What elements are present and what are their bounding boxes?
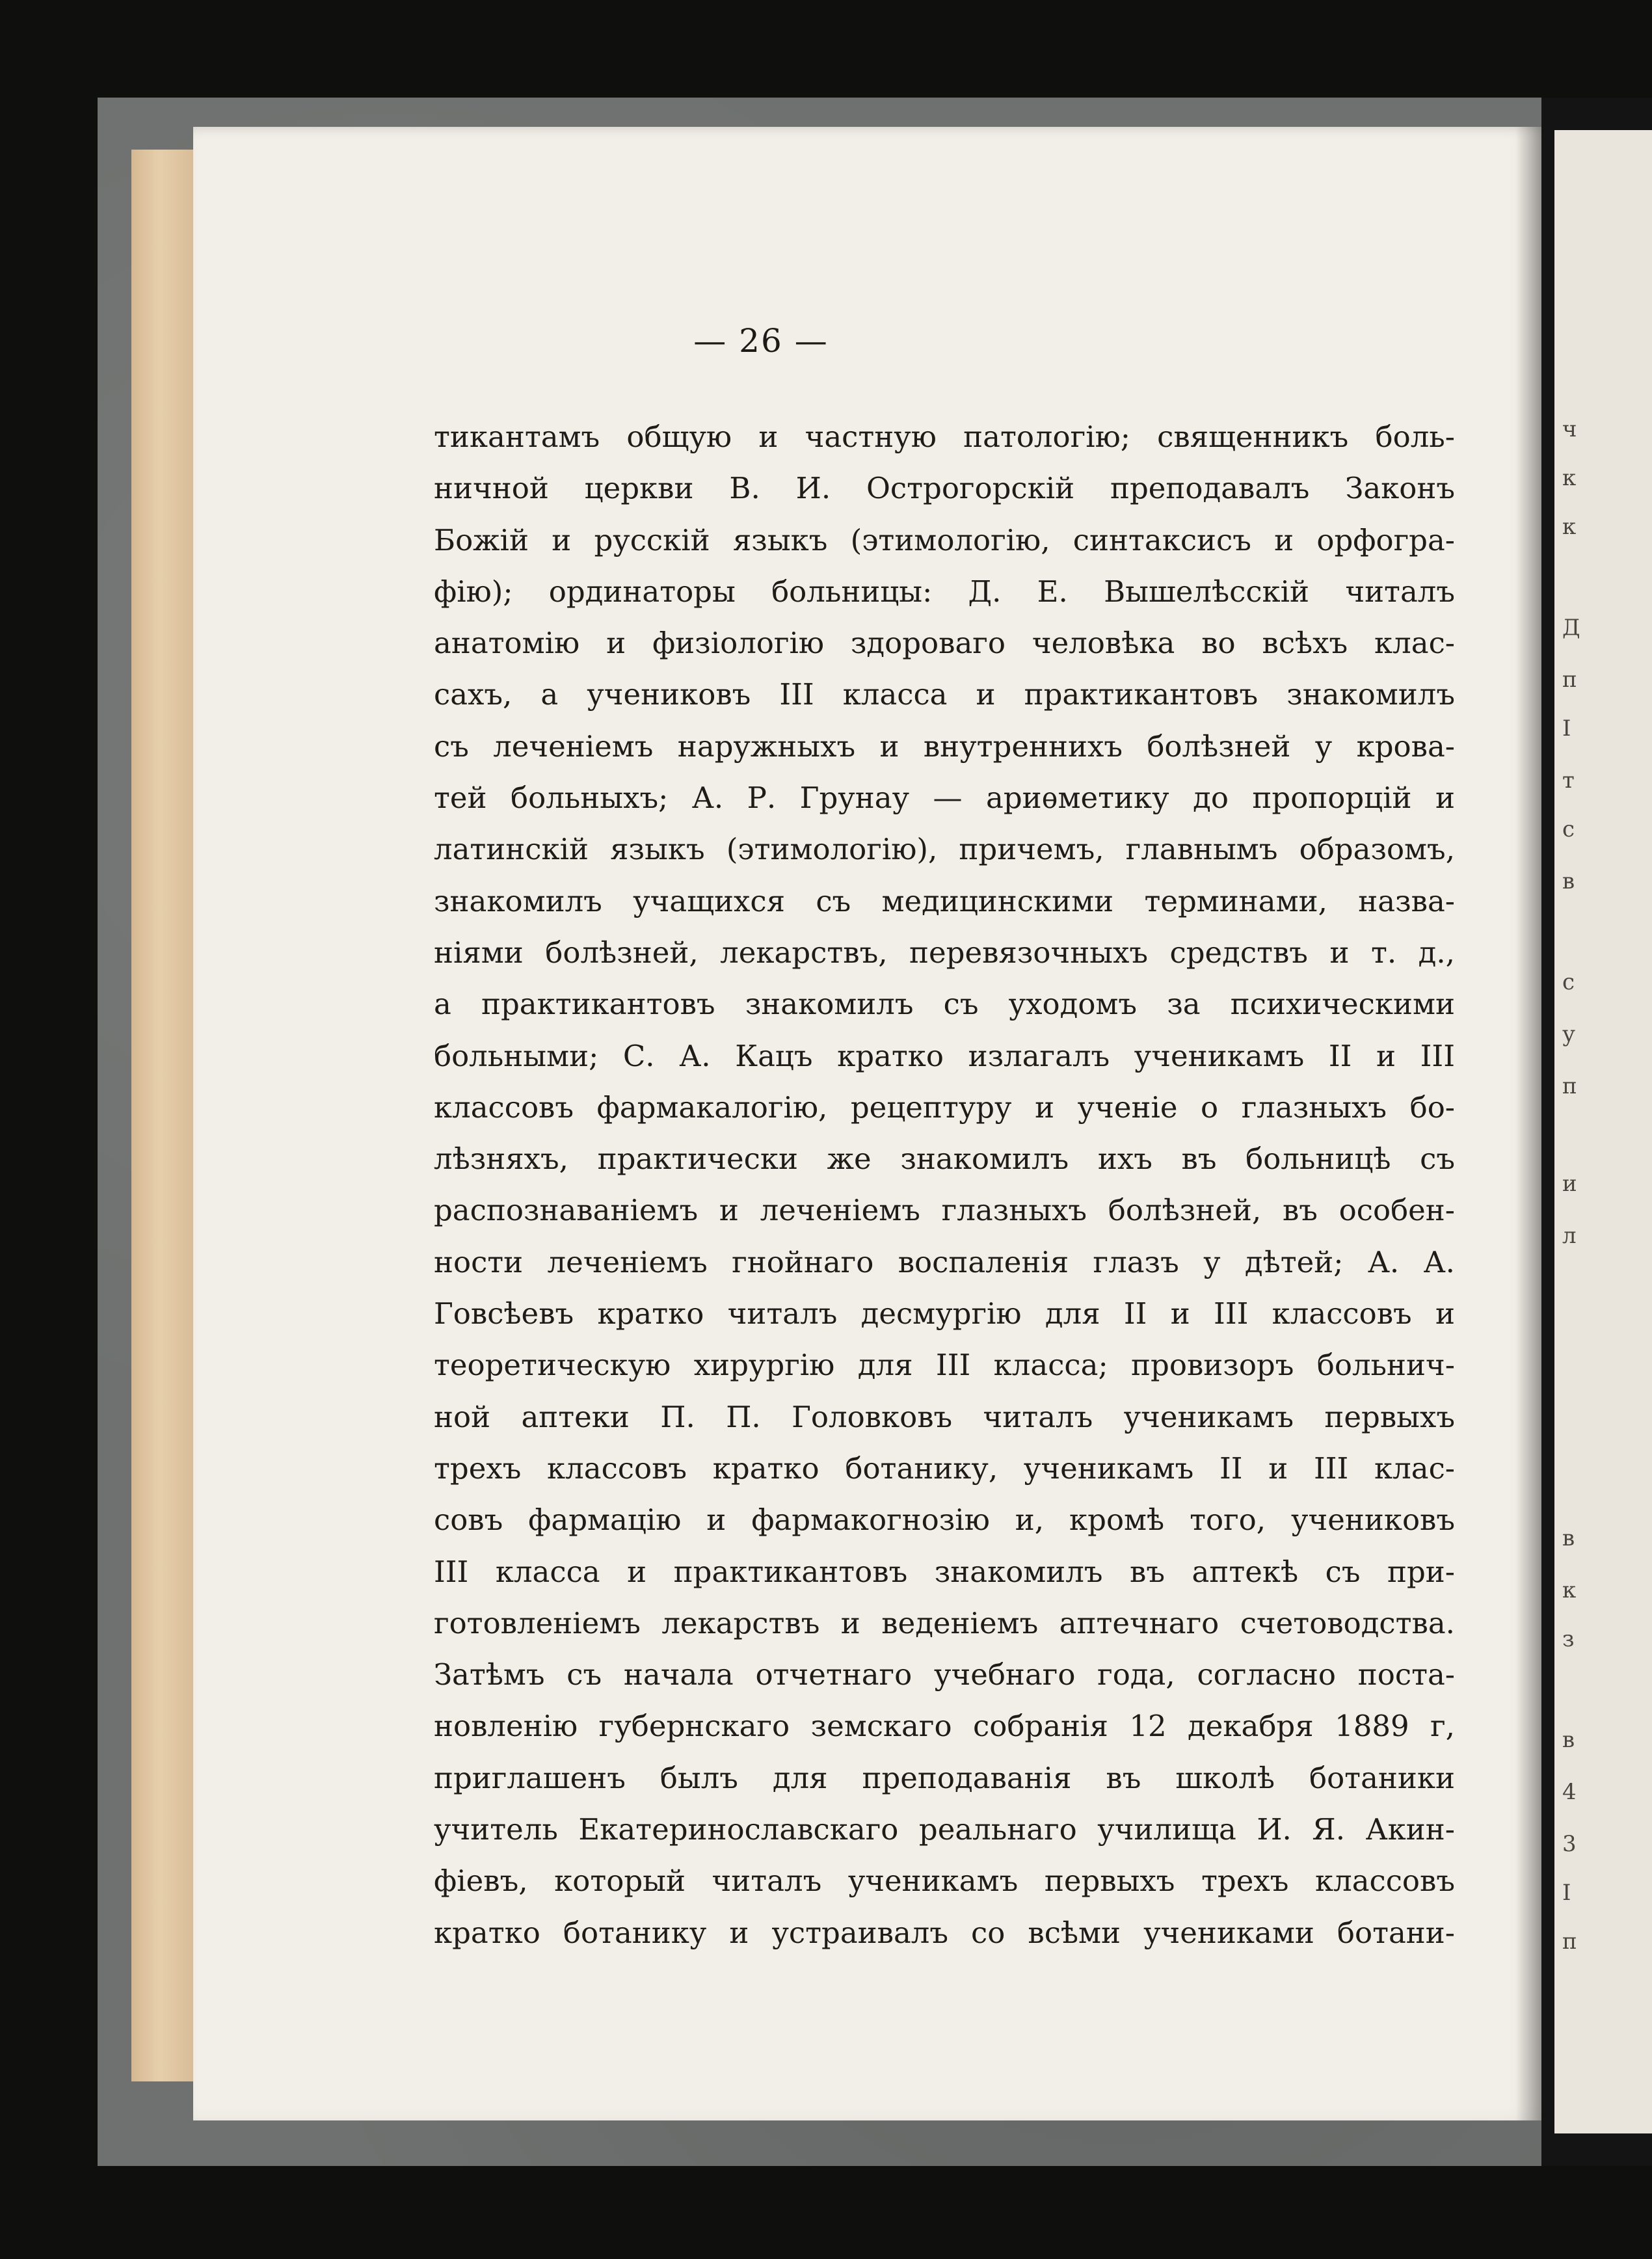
text-line: новленію губернскаго земскаго собранія 12 декабря 1889 г, <box>434 1709 1455 1744</box>
adjacent-page-letter: и <box>1562 1171 1577 1197</box>
text-line: классовъ фармакалогію, рецептуру и ученіе о глазныхъ бо- <box>434 1089 1455 1125</box>
text-line: тей больныхъ; А. Р. Грунау — ариѳметику до пропорцій и <box>434 781 1455 816</box>
text-line: приглашенъ былъ для преподаванія въ школѣ ботаники <box>434 1760 1455 1795</box>
text-line: анатомію и физіологію здороваго человѣка во всѣхъ клас- <box>434 626 1455 661</box>
text-line: тикантамъ общую и частную патологію; священникъ боль- <box>434 420 1455 454</box>
text-line: а практикантовъ знакомилъ съ уходомъ за психическими <box>434 987 1455 1022</box>
text-line: ничной церкви В. И. Острогорскій преподавалъ Законъ <box>434 471 1455 506</box>
adjacent-page-letter: у <box>1562 1021 1576 1047</box>
text-line: III класса и практикантовъ знакомилъ въ аптекѣ съ при- <box>434 1554 1455 1589</box>
text-line: Говсѣевъ кратко читалъ десмургію для II и III классовъ и <box>434 1296 1455 1331</box>
adjacent-page-letter: п <box>1562 667 1577 693</box>
adjacent-page-letter: с <box>1562 816 1575 842</box>
page-gutter-shadow <box>1515 127 1541 2120</box>
text-line: больными; С. А. Кацъ кратко излагалъ ученикамъ II и III <box>434 1038 1455 1073</box>
text-line: ніями болѣзней, лекарствъ, перевязочныхъ средствъ и т. д., <box>434 935 1455 970</box>
page-body-text <box>434 411 1455 1958</box>
text-line: учитель Екатеринославскаго реальнаго училища И. Я. Акин- <box>434 1812 1455 1847</box>
adjacent-page-letter: с <box>1562 969 1575 995</box>
text-line: кратко ботанику и устраивалъ со всѣми учениками ботани- <box>434 1915 1455 1950</box>
book-spine-edge <box>131 150 193 2081</box>
text-line: знакомилъ учащихся съ медицинскими терминами, назва- <box>434 883 1455 918</box>
text-line: сахъ, а учениковъ III класса и практикантовъ знакомилъ <box>434 677 1455 712</box>
text-line: готовленіемъ лекарствъ и веденіемъ аптечнаго счетоводства. <box>434 1605 1455 1640</box>
text-line: совъ фармацію и фармакогнозію и, кромѣ того, учениковъ <box>434 1503 1455 1538</box>
text-line: теоретическую хирургію для III класса; провизоръ больнич- <box>434 1348 1455 1383</box>
text-line: ной аптеки П. П. Головковъ читалъ ученикамъ первыхъ <box>434 1399 1455 1434</box>
adjacent-page-letter: Д <box>1562 615 1580 641</box>
text-line: латинскій языкъ (этимологію), причемъ, главнымъ образомъ, <box>434 832 1455 867</box>
adjacent-page-letter: І <box>1562 1880 1571 1906</box>
adjacent-page-letter: 4 <box>1562 1779 1577 1805</box>
text-line: съ леченіемъ наружныхъ и внутреннихъ болѣзней у крова- <box>434 728 1455 764</box>
adjacent-page-letter: к <box>1562 514 1577 540</box>
adjacent-page-letter: п <box>1562 1073 1577 1099</box>
adjacent-page-letter: з <box>1562 1626 1575 1652</box>
adjacent-page-letter: 3 <box>1562 1831 1577 1857</box>
page-number: — 26 — <box>693 322 829 360</box>
adjacent-page-letter: к <box>1562 465 1577 491</box>
text-line: распознаваніемъ и леченіемъ глазныхъ болѣзней, въ особен- <box>434 1193 1455 1228</box>
adjacent-page-letter: в <box>1562 1727 1575 1753</box>
adjacent-page <box>1554 130 1652 2133</box>
adjacent-page-letter: п <box>1562 1929 1577 1955</box>
adjacent-page-letter: т <box>1562 768 1575 794</box>
text-line: трехъ классовъ кратко ботанику, ученикамъ II и III клас- <box>434 1450 1455 1486</box>
text-line: фіевъ, который читалъ ученикамъ первыхъ трехъ классовъ <box>434 1864 1455 1899</box>
text-line: ности леченіемъ гнойнаго воспаленія глазъ у дѣтей; А. А. <box>434 1244 1455 1279</box>
adjacent-page-letter: к <box>1562 1577 1577 1603</box>
text-line: лѣзняхъ, практически же знакомилъ ихъ въ больницѣ съ <box>434 1142 1455 1177</box>
text-line: Божій и русскій языкъ (этимологію, синтаксисъ и орфогра- <box>434 522 1455 557</box>
text-line: Затѣмъ съ начала отчетнаго учебнаго года, согласно поста- <box>434 1657 1455 1692</box>
adjacent-page-letter: л <box>1562 1223 1577 1249</box>
adjacent-page-letter: в <box>1562 1525 1575 1551</box>
adjacent-page-letter: І <box>1562 715 1571 742</box>
text-line: фію); ординаторы больницы: Д. Е. Вышелѣсскій читалъ <box>434 574 1455 609</box>
adjacent-page-letter: ч <box>1562 416 1577 442</box>
adjacent-page-letter: в <box>1562 868 1575 894</box>
